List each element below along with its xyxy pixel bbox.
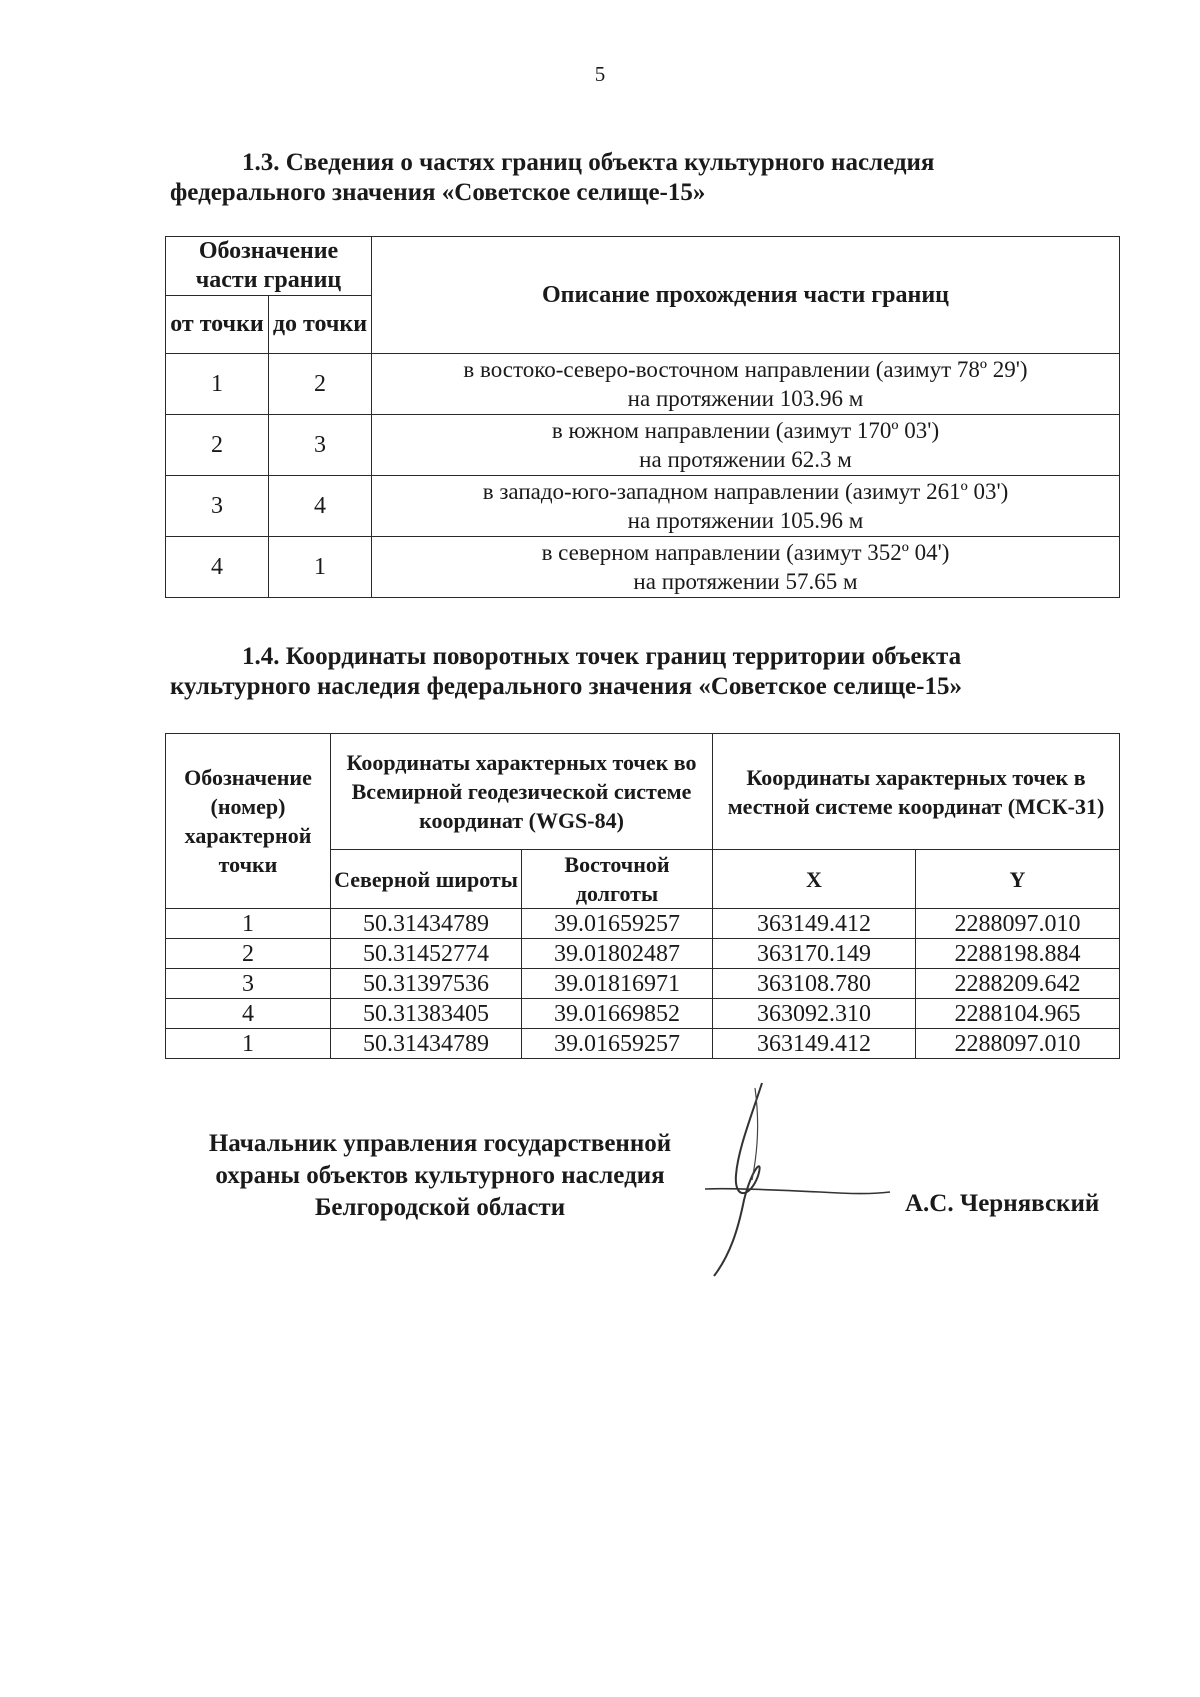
signatory-position [180, 1128, 700, 1224]
table-row [166, 415, 1120, 476]
x-cell: 363149.412 [713, 1029, 916, 1059]
point-cell: 3 [166, 969, 331, 999]
to-point-cell: 1 [269, 537, 372, 598]
header-latitude: Северной широты [331, 850, 522, 909]
header-msk31: Координаты характерных точек в местной системе координат (МСК-31) [713, 734, 1120, 850]
table-row [166, 999, 1120, 1029]
header-from-point: от точки [166, 296, 269, 354]
header-y: Y [916, 850, 1120, 909]
x-cell: 363108.780 [713, 969, 916, 999]
section-1-3-heading [170, 148, 1120, 208]
from-point-cell: 4 [166, 537, 269, 598]
description-line2: на протяжении 105.96 м [627, 508, 864, 533]
header-wgs84: Координаты характерных точек во Всемирной геодезической системе координат (WGS-84) [331, 734, 713, 850]
longitude-cell: 39.01659257 [522, 909, 713, 939]
description-line1: в востоко-северо-восточном направлении (азимут 78º 29') [463, 357, 1028, 382]
table-row [166, 354, 1120, 415]
coordinates-table [165, 733, 1120, 1059]
header-x: X [713, 850, 916, 909]
y-cell: 2288097.010 [916, 909, 1120, 939]
longitude-cell: 39.01802487 [522, 939, 713, 969]
point-cell: 1 [166, 1029, 331, 1059]
latitude-cell: 50.31434789 [331, 909, 522, 939]
header-to-point: до точки [269, 296, 372, 354]
section-1-4-heading-line2: культурного наследия федерального значения «Советское селище-15» [170, 673, 962, 700]
header-description: Описание прохождения части границ [372, 237, 1120, 354]
point-cell: 2 [166, 939, 331, 969]
section-1-4-heading [170, 642, 1120, 702]
description-line1: в западо-юго-западном направлении (азимут 261º 03') [482, 479, 1009, 504]
header-designation: Обозначение части границ [166, 237, 372, 296]
section-1-4-heading-line1: 1.4. Координаты поворотных точек границ территории объекта [242, 643, 962, 670]
position-line1: Начальник управления государственной [208, 1130, 672, 1157]
signer-name: А.С. Чернявский [905, 1190, 1100, 1217]
description-line1: в северном направлении (азимут 352º 04') [541, 540, 950, 565]
description-line2: на протяжении 62.3 м [639, 447, 852, 472]
table-row [166, 909, 1120, 939]
header-point-designation: Обозначение (номер) характерной точки [166, 734, 331, 909]
latitude-cell: 50.31383405 [331, 999, 522, 1029]
section-1-3-heading-line1: 1.3. Сведения о частях границ объекта культурного наследия [242, 149, 935, 176]
y-cell: 2288097.010 [916, 1029, 1120, 1059]
longitude-cell: 39.01669852 [522, 999, 713, 1029]
table-row [166, 537, 1120, 598]
table-row [166, 969, 1120, 999]
to-point-cell: 4 [269, 476, 372, 537]
header-longitude: Восточной долготы [522, 850, 713, 909]
latitude-cell: 50.31397536 [331, 969, 522, 999]
point-cell: 1 [166, 909, 331, 939]
table-row [166, 476, 1120, 537]
x-cell: 363092.310 [713, 999, 916, 1029]
y-cell: 2288104.965 [916, 999, 1120, 1029]
from-point-cell: 3 [166, 476, 269, 537]
longitude-cell: 39.01659257 [522, 1029, 713, 1059]
to-point-cell: 2 [269, 354, 372, 415]
latitude-cell: 50.31434789 [331, 1029, 522, 1059]
from-point-cell: 2 [166, 415, 269, 476]
description-line2: на протяжении 103.96 м [627, 386, 864, 411]
x-cell: 363170.149 [713, 939, 916, 969]
table-row [166, 939, 1120, 969]
description-cell [372, 415, 1120, 476]
section-1-3-heading-line2: федерального значения «Советское селище-15» [170, 179, 706, 206]
position-line2: охраны объектов культурного наследия [215, 1162, 665, 1189]
description-line1: в южном направлении (азимут 170º 03') [551, 418, 940, 443]
handwritten-signature [700, 1080, 900, 1280]
description-cell [372, 354, 1120, 415]
from-point-cell: 1 [166, 354, 269, 415]
description-cell [372, 476, 1120, 537]
to-point-cell: 3 [269, 415, 372, 476]
longitude-cell: 39.01816971 [522, 969, 713, 999]
latitude-cell: 50.31452774 [331, 939, 522, 969]
y-cell: 2288209.642 [916, 969, 1120, 999]
x-cell: 363149.412 [713, 909, 916, 939]
point-cell: 4 [166, 999, 331, 1029]
table-row [166, 1029, 1120, 1059]
description-line2: на протяжении 57.65 м [633, 569, 858, 594]
page-number: 5 [594, 62, 606, 86]
description-cell [372, 537, 1120, 598]
boundary-parts-table [165, 236, 1120, 598]
position-line3: Белгородской области [314, 1194, 566, 1221]
y-cell: 2288198.884 [916, 939, 1120, 969]
